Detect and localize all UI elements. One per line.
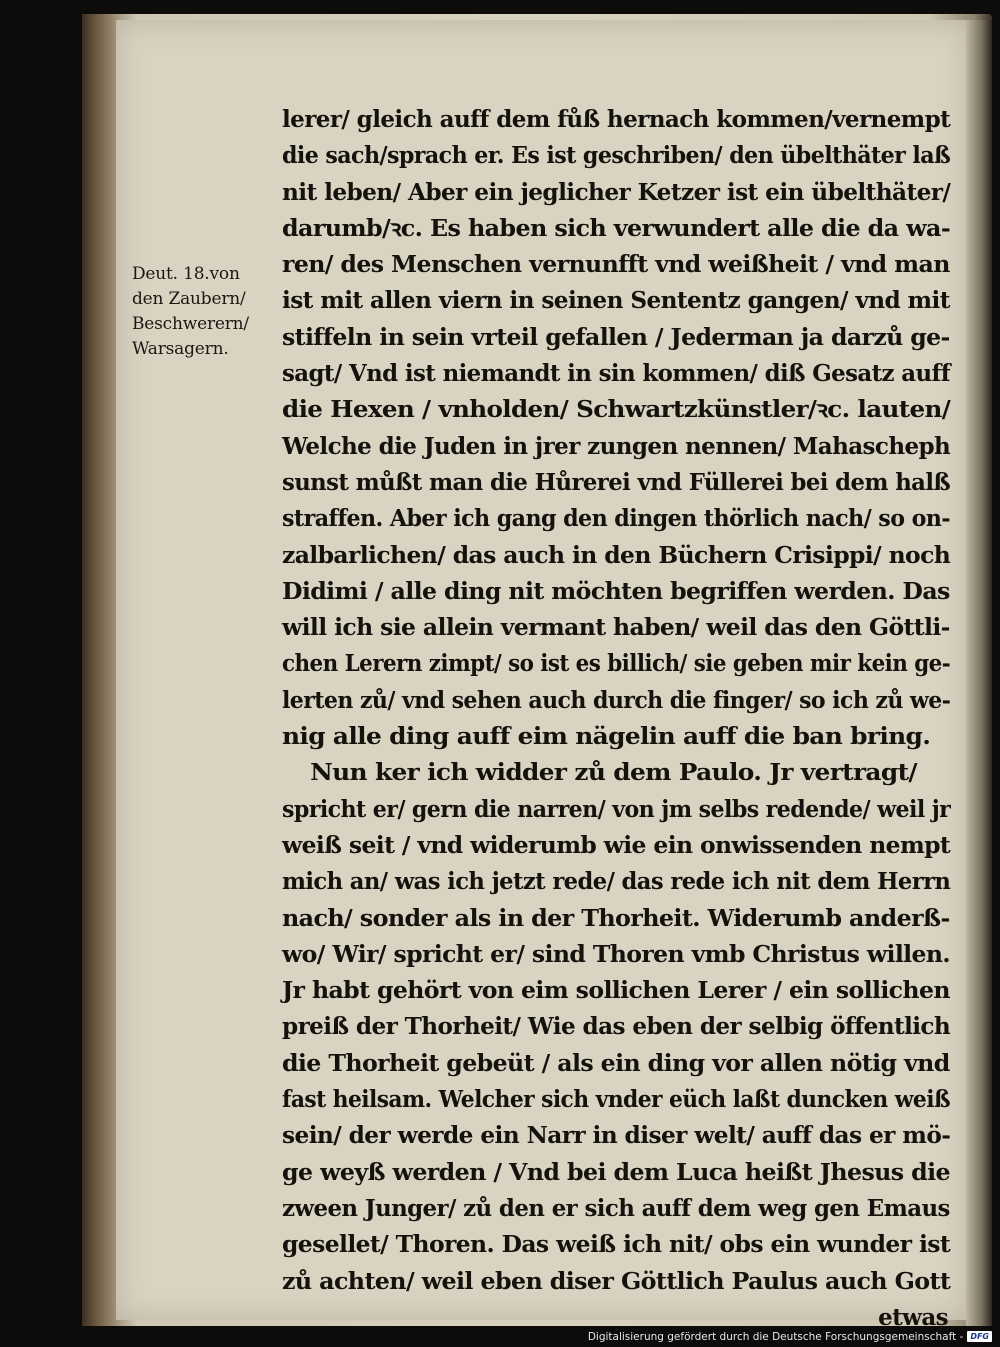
text-line: gesellet/ Thoren. Das weiß ich nit/ obs ein wunder ist bbox=[282, 1231, 951, 1259]
digitization-credit bbox=[587, 1328, 992, 1345]
text-line: nig alle ding auff eim nägelin auff die ban bring. bbox=[282, 723, 931, 751]
text-line: preiß der Thorheit/ Wie das eben der selbig öffentlich bbox=[282, 1013, 951, 1041]
text-line: nit leben/ Aber ein jeglicher Ketzer ist ein übelthäter/ bbox=[282, 178, 951, 206]
text-line: Didimi / alle ding nit möchten begriffen werden. Das bbox=[282, 577, 950, 605]
text-line: lerer/ gleich auff dem fůß hernach kommen/vernempt bbox=[282, 106, 951, 133]
text-line: chen Lerern zimpt/ so ist es billich/ sie geben mir kein ge- bbox=[282, 650, 951, 678]
text-line: zů achten/ weil eben diser Göttlich Paulus auch Gott bbox=[282, 1267, 951, 1295]
text-line: lerten zů/ vnd sehen auch durch die finger/ so ich zů we- bbox=[282, 686, 951, 714]
text-line: wo/ Wir/ spricht er/ sind Thoren vmb Christus willen. bbox=[282, 940, 950, 968]
dfg-logo-icon: DFG bbox=[967, 1331, 992, 1342]
catchword: etwas bbox=[878, 1303, 948, 1331]
text-line: sunst můßt man die Hůrerei vnd Füllerei bei dem halß bbox=[282, 468, 951, 496]
text-line: darumb/ꝛc. Es haben sich verwundert alle die da wa- bbox=[282, 214, 951, 242]
text-line: die sach/sprach er. Es ist geschriben/ den übelthäter laß bbox=[282, 142, 951, 170]
text-line: weiß seit / vnd widerumb wie ein onwissenden nempt bbox=[282, 831, 951, 859]
text-line: Jr habt gehört von eim sollichen Lerer / ein sollichen bbox=[282, 977, 950, 1005]
text-line: sein/ der werde ein Narr in diser welt/ auff das er mö- bbox=[282, 1122, 951, 1150]
marginal-note-line: Beschwerern/ bbox=[132, 314, 249, 334]
marginal-note-line: den Zaubern/ bbox=[132, 289, 246, 309]
paragraph-start-line: Nun ker ich widder zů dem Paulo. Jr vertragt/ bbox=[310, 759, 917, 787]
text-line: fast heilsam. Welcher sich vnder eüch laßt duncken weiß bbox=[282, 1086, 950, 1114]
text-line: mich an/ was ich jetzt rede/ das rede ich nit dem Herrn bbox=[282, 868, 951, 896]
text-line: Welche die Juden in jrer zungen nennen/ Mahascheph bbox=[282, 432, 951, 460]
text-line: straffen. Aber ich gang den dingen thörlich nach/ so on- bbox=[282, 505, 950, 533]
text-line: stiffeln in sein vrteil gefallen / Jederman ja darzů ge- bbox=[282, 323, 950, 351]
body-text bbox=[282, 102, 950, 1336]
text-line: will ich sie allein vermant haben/ weil das den Göttli- bbox=[282, 614, 950, 642]
marginal-note-line: Warsagern. bbox=[132, 339, 229, 359]
text-line: die Thorheit gebeüt / als ein ding vor allen nötig vnd bbox=[282, 1049, 950, 1077]
text-line: ge weyß werden / Vnd bei dem Luca heißt Jhesus die bbox=[282, 1158, 950, 1186]
text-line: zween Junger/ zů den er sich auff dem weg gen Emaus bbox=[282, 1194, 950, 1222]
marginal-note-line: Deut. 18.von bbox=[132, 264, 240, 284]
credit-text: Digitalisierung gefördert durch die Deutsche Forschungsgemeinschaft - bbox=[587, 1330, 964, 1343]
text-line: zalbarlichen/ das auch in den Büchern Crisippi/ noch bbox=[282, 541, 951, 569]
book-gutter bbox=[82, 14, 118, 1326]
text-line: sagt/ Vnd ist niemandt in sin kommen/ diß Gesatz auff bbox=[282, 360, 951, 388]
text-line: ist mit allen viern in seinen Sententz gangen/ vnd mit bbox=[282, 287, 950, 315]
text-line: spricht er/ gern die narren/ von jm selbs redende/ weil jr bbox=[282, 795, 951, 823]
text-line: ren/ des Menschen vernunfft vnd weißheit / vnd man bbox=[282, 251, 950, 279]
text-line: nach/ sonder als in der Thorheit. Widerumb anderß- bbox=[282, 904, 950, 932]
text-line: die Hexen / vnholden/ Schwartzkünstler/ꝛc. lauten/ bbox=[282, 396, 951, 424]
marginal-note bbox=[132, 262, 282, 362]
